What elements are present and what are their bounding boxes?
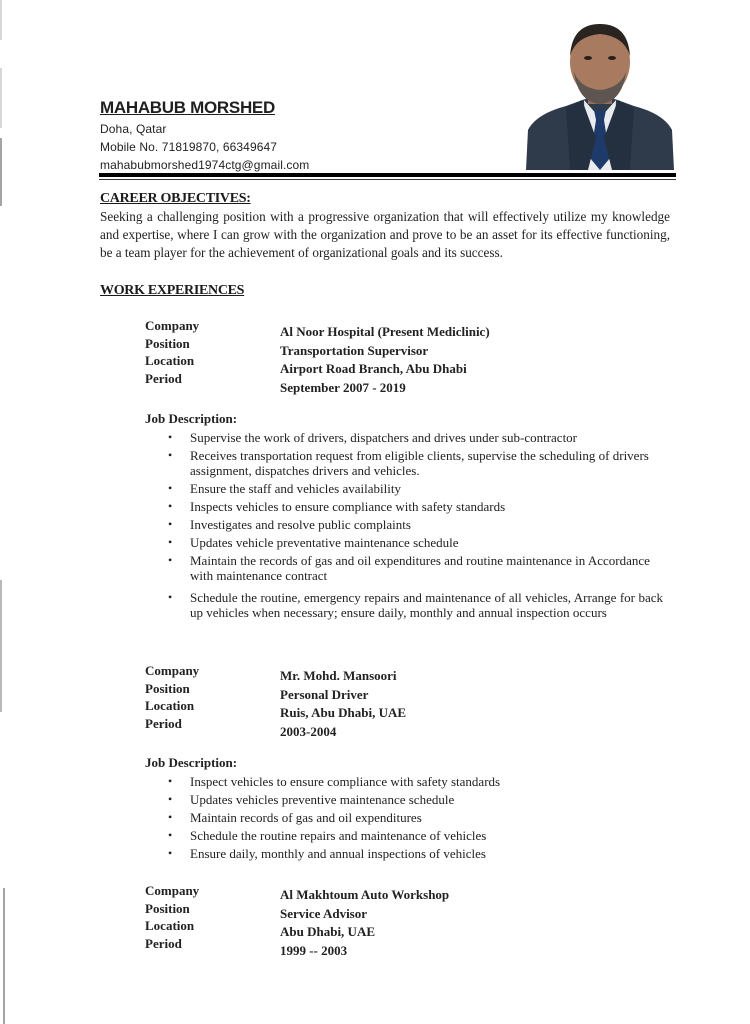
job-period: 1999 -- 2003	[280, 942, 348, 958]
duty-lead: Updates	[190, 535, 233, 550]
job-location: Airport Road Branch, Abu Dhabi	[280, 361, 467, 376]
label-company: Company	[145, 663, 200, 678]
job-1-duties	[168, 430, 663, 623]
duty-item	[168, 535, 663, 550]
duty-lead: Maintain	[190, 553, 237, 568]
duty-item	[168, 810, 663, 825]
bullet-icon: •	[168, 499, 173, 513]
bullet-icon: •	[168, 535, 173, 549]
duty-item	[168, 499, 663, 514]
contact-location: Doha, Qatar	[100, 122, 167, 136]
job-company: Mr. Mohd. Mansoori	[280, 668, 397, 683]
duty-text: Inspects vehicles to ensure compliance with safety standards	[190, 499, 506, 514]
bullet-icon: •	[168, 590, 173, 604]
duty-text: Updates vehicles preventive maintenance schedule	[190, 792, 455, 807]
duty-item	[168, 517, 663, 532]
header-divider	[99, 173, 676, 177]
label-period: Period	[145, 935, 182, 951]
duty-item	[168, 430, 663, 445]
duty-text: Schedule the routine repairs and maintenance of vehicles	[190, 828, 487, 843]
job-company: Al Noor Hospital (Present Mediclinic)	[280, 324, 490, 339]
job-location: Ruis, Abu Dhabi, UAE	[280, 705, 407, 720]
contact-mobile: Mobile No. 71819870, 66349647	[100, 140, 278, 154]
duty-text: Receives transportation request from eligible clients, supervise the scheduling of drivers assignment, dispatches drivers and vehicles.	[190, 448, 649, 478]
label-company: Company	[145, 318, 200, 333]
bullet-icon: •	[168, 481, 173, 495]
bullet-icon: •	[168, 846, 173, 860]
job-position: Transportation Supervisor	[280, 342, 429, 358]
duty-text: the staff and vehicles availability	[226, 481, 401, 496]
profile-photo	[526, 18, 674, 170]
duty-lead: Supervise	[190, 430, 242, 445]
job-position: Personal Driver	[280, 686, 369, 702]
label-location: Location	[145, 353, 195, 368]
duty-item	[168, 774, 663, 789]
job-period: September 2007 - 2019	[280, 379, 406, 395]
bullet-icon: •	[168, 792, 173, 806]
duty-text: Maintain records of gas and oil expenditures	[190, 810, 422, 825]
duty-item	[168, 448, 663, 478]
duty-item	[168, 828, 663, 843]
bullet-icon: •	[168, 448, 173, 462]
job-location: Abu Dhabi, UAE	[280, 924, 376, 939]
job-1-labels	[145, 317, 265, 387]
job-3-labels	[145, 882, 265, 952]
label-position: Position	[145, 900, 190, 916]
label-position: Position	[145, 335, 190, 351]
label-position: Position	[145, 680, 190, 696]
label-location: Location	[145, 698, 195, 713]
job-1-description-heading: Job Description:	[145, 411, 238, 426]
job-2-labels	[145, 662, 265, 732]
bullet-icon: •	[168, 430, 173, 444]
bullet-icon: •	[168, 774, 173, 788]
candidate-name: MAHABUB MORSHED	[100, 98, 275, 117]
portrait-photo-icon	[526, 18, 674, 170]
job-2-duties	[168, 774, 663, 864]
duty-text: Ensure daily, monthly and annual inspections of vehicles	[190, 846, 486, 861]
bullet-icon: •	[168, 828, 173, 842]
duty-lead: Investigates	[190, 517, 253, 532]
label-location: Location	[145, 918, 195, 933]
label-company: Company	[145, 883, 200, 898]
duty-lead: Ensure	[190, 481, 227, 496]
scan-edge-mark	[0, 0, 2, 40]
duty-text: the records of gas and oil expenditures and routine maintenance in Accordance with maintenance contract	[190, 553, 650, 583]
bullet-icon: •	[168, 517, 173, 531]
duty-text: Inspect vehicles to ensure compliance with safety standards	[190, 774, 501, 789]
duty-text: and resolve public complaints	[252, 517, 411, 532]
header-divider-thin	[99, 179, 676, 180]
scan-edge-mark	[0, 580, 2, 712]
duty-item	[168, 590, 663, 620]
scan-edge-mark	[3, 888, 5, 1024]
contact-email: mahabubmorshed1974ctg@gmail.com	[100, 158, 310, 172]
duty-item	[168, 481, 663, 496]
duty-item	[168, 846, 663, 861]
duty-item	[168, 792, 663, 807]
job-3-values	[280, 886, 449, 960]
label-period: Period	[145, 715, 182, 731]
career-objectives-heading: CAREER OBJECTIVES:	[100, 191, 251, 206]
career-objectives-text: Seeking a challenging position with a progressive organization that will effectively utilize my knowledge and expertise, where I can grow with the organization and prove to be an asset for its effective functioning, be a team player for the achievement of organizational goals and its success.	[100, 209, 670, 260]
job-2-description-heading: Job Description:	[145, 755, 238, 770]
job-2-values	[280, 667, 406, 741]
label-period: Period	[145, 370, 182, 386]
duty-text: vehicle preventative maintenance schedule	[232, 535, 459, 550]
job-period: 2003-2004	[280, 723, 337, 739]
scan-edge-mark	[0, 68, 2, 128]
job-company: Al Makhtoum Auto Workshop	[280, 887, 450, 902]
bullet-icon: •	[168, 553, 173, 567]
bullet-icon: •	[168, 810, 173, 824]
work-experiences-heading: WORK EXPERIENCES	[100, 283, 245, 298]
scan-edge-mark	[0, 138, 2, 206]
duty-text: the work of drivers, dispatchers and drives under sub-contractor	[241, 430, 578, 445]
job-position: Service Advisor	[280, 905, 368, 921]
duty-text: Schedule the routine, emergency repairs and maintenance of all vehicles, Arrange for back up vehicles when necessary; ensure daily, monthly and annual inspection occurs	[190, 590, 663, 620]
job-1-values	[280, 323, 490, 397]
duty-item	[168, 553, 663, 583]
